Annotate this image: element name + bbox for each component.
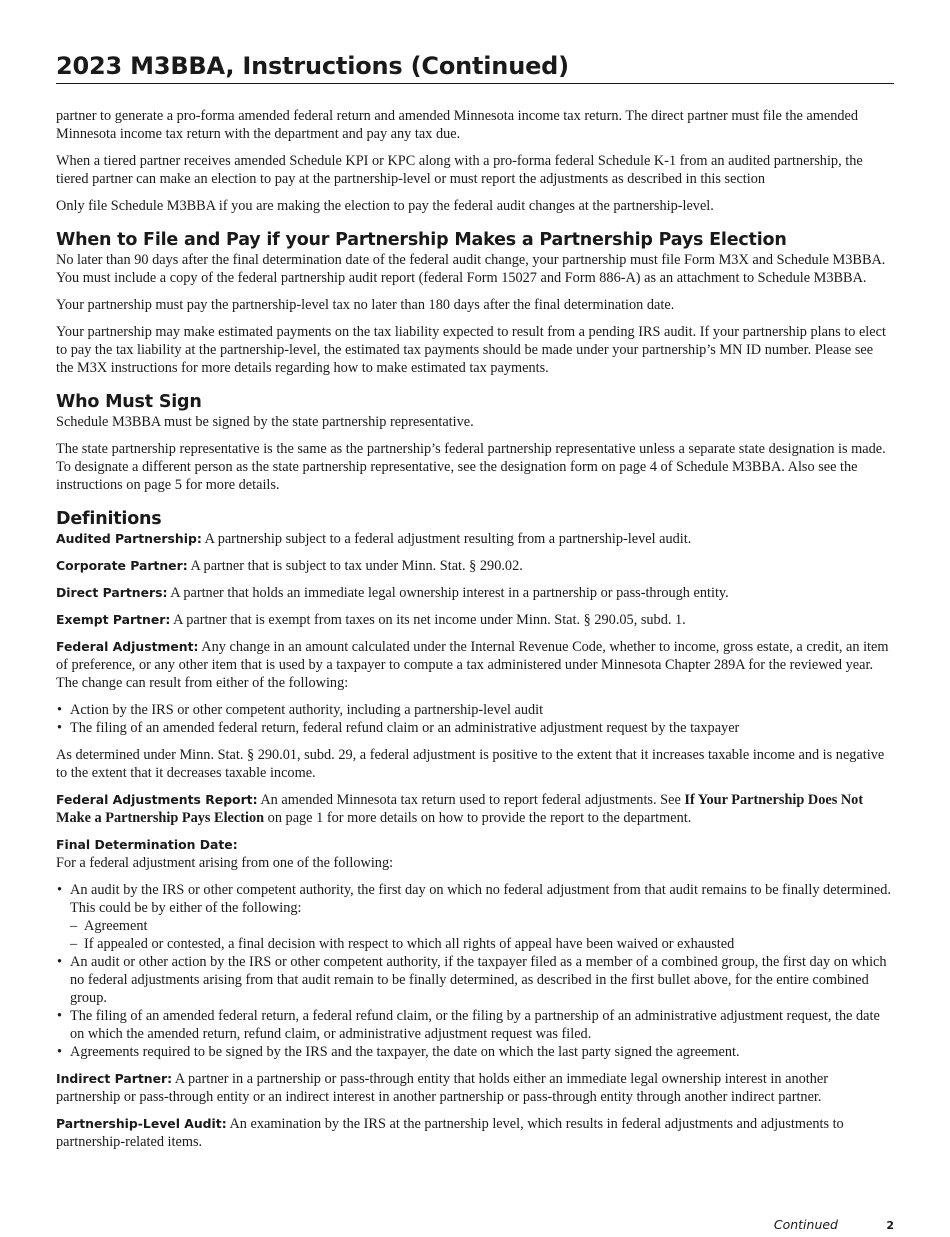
page-number: 2 xyxy=(886,1219,894,1232)
definition-text: on page 1 for more details on how to provide the report to the department. xyxy=(264,810,692,826)
page-footer xyxy=(56,1217,894,1237)
definition-term: Corporate Partner: xyxy=(56,558,188,573)
final-determination-intro: For a federal adjustment arising from one of the following: xyxy=(56,855,394,871)
definition-term: Partnership-Level Audit: xyxy=(56,1116,227,1131)
when-to-file-paragraph-3: Your partnership may make estimated payments on the tax liability expected to result from a pending IRS audit. If your partnership plans to elect to pay the tax liability at the partnership-level, the estimated tax payments should be made under your partnership’s MN ID number. Please see the M3X instructions for more details regarding how to make estimated tax payments. xyxy=(56,324,886,376)
list-item-text: An audit by the IRS or other competent authority, the first day on which no federal adjustment from that audit remains to be finally determined. This could be by either of the following: xyxy=(70,882,891,916)
definition-term: Indirect Partner: xyxy=(56,1071,173,1086)
definition-final-determination-date xyxy=(56,836,894,854)
list-item: • Agreements required to be signed by the IRS and the taxpayer, the date on which the last party signed the agreement. xyxy=(56,1043,894,1061)
definition-federal-adjustments-report xyxy=(56,791,894,827)
document-page xyxy=(56,50,894,1232)
list-item: • An audit or other action by the IRS or other competent authority, if the taxpayer filed as a member of a combined group, the first day on which no federal adjustments arising from that audit remain to be finally determined, as described in the first bullet above, for the entire combined group. xyxy=(56,953,894,1007)
list-item: • The filing of an amended federal return, federal refund claim or an administrative adjustment request by the taxpayer xyxy=(56,719,894,737)
definition-text: A partner that is subject to tax under Minn. Stat. § 290.02. xyxy=(187,558,523,574)
definition-term: Audited Partnership: xyxy=(56,531,202,546)
list-item: • The filing of an amended federal return, a federal refund claim, or the filing by a partnership of an administrative adjustment request, the date on which the amended return, refund claim, or administrative adjustment request was filed. xyxy=(56,1007,894,1043)
definition-indirect-partner xyxy=(56,1070,894,1106)
definition-text: A partner that holds an immediate legal ownership interest in a partnership or pass-through entity. xyxy=(167,585,729,601)
definition-text: An examination by the IRS at the partnership level, which results in federal adjustments and adjustments to partnership-related items. xyxy=(56,1116,844,1150)
definition-exempt-partner xyxy=(56,611,894,629)
definition-term: Federal Adjustments Report: xyxy=(56,792,258,807)
definition-audited-partnership xyxy=(56,530,894,548)
sub-list-item: – Agreement xyxy=(70,917,894,935)
intro-paragraph-3: Only file Schedule M3BBA if you are making the election to pay the federal audit changes at the partnership-level. xyxy=(56,198,714,214)
intro-paragraph-2: When a tiered partner receives amended Schedule KPI or KPC along with a pro-forma federal Schedule K-1 from an audited partnership, the tiered partner can make an election to pay at the partnership-level or must report the adjustments as described in this section xyxy=(56,153,863,187)
definition-corporate-partner xyxy=(56,557,894,575)
definition-term: Federal Adjustment: xyxy=(56,639,199,654)
definition-term: Exempt Partner: xyxy=(56,612,171,627)
definition-text: A partner in a partnership or pass-through entity that holds either an immediate legal ownership interest in another partnership or pass-through entity or an indirect interest in another partnership or pass-through entity through another indirect partner. xyxy=(56,1071,828,1105)
page-title: 2023 M3BBA, Instructions (Continued) xyxy=(56,50,894,84)
definition-term: Direct Partners: xyxy=(56,585,168,600)
definition-term: Final Determination Date: xyxy=(56,837,238,852)
continued-label: Continued xyxy=(773,1217,838,1232)
definition-federal-adjustment xyxy=(56,638,894,692)
section-heading-when-to-file: When to File and Pay if your Partnership Makes a Partnership Pays Election xyxy=(56,230,787,250)
when-to-file-paragraph-2: Your partnership must pay the partnership-level tax no later than 180 days after the final determination date. xyxy=(56,297,675,313)
final-determination-bullet-list xyxy=(56,881,894,1061)
section-heading-definitions: Definitions xyxy=(56,509,162,529)
list-item xyxy=(56,881,894,953)
sub-list xyxy=(70,917,894,953)
intro-paragraph-1: partner to generate a pro-forma amended federal return and amended Minnesota income tax return. The direct partner must file the amended Minnesota income tax return with the department and pay any tax due. xyxy=(56,108,859,142)
federal-adjustment-bullet-list xyxy=(56,701,894,737)
definition-direct-partners xyxy=(56,584,894,602)
definition-text: A partner that is exempt from taxes on its net income under Minn. Stat. § 290.05, subd. 1. xyxy=(170,612,686,628)
when-to-file-paragraph-1: No later than 90 days after the final determination date of the federal audit change, your partnership must file Form M3X and Schedule M3BBA. You must include a copy of the federal partnership audit report (federal Form 15027 and Form 886-A) as an attachment to Schedule M3BBA. xyxy=(56,252,886,286)
section-heading-who-must-sign: Who Must Sign xyxy=(56,392,202,412)
document-body xyxy=(56,107,894,1151)
federal-adjustment-note: As determined under Minn. Stat. § 290.01, subd. 29, a federal adjustment is positive to the extent that it increases taxable income and is negative to the extent that it decreases taxable income. xyxy=(56,747,885,781)
definition-text: Any change in an amount calculated under the Internal Revenue Code, whether to income, gross estate, a credit, an item of preference, or any other item that is used by a taxpayer to compute a tax administered under Minnesota Chapter 289A for the reviewed year. The change can result from either of the following: xyxy=(56,639,889,691)
definition-text: An amended Minnesota tax return used to report federal adjustments. See xyxy=(257,792,685,808)
who-must-sign-paragraph-2: The state partnership representative is the same as the partnership’s federal partnership representative unless a separate state designation is made. To designate a different person as the state partnership representative, see the designation form on page 4 of Schedule M3BBA. Also see the instructions on page 5 for more details. xyxy=(56,441,886,493)
definition-text: A partnership subject to a federal adjustment resulting from a partnership-level audit. xyxy=(201,531,692,547)
sub-list-item: – If appealed or contested, a final decision with respect to which all rights of appeal have been waived or exhausted xyxy=(70,935,894,953)
who-must-sign-paragraph-1: Schedule M3BBA must be signed by the state partnership representative. xyxy=(56,414,474,430)
cross-reference: If Your Partnership Does Not Make a Partnership Pays Election xyxy=(56,792,864,826)
definition-partnership-level-audit xyxy=(56,1115,894,1151)
list-item: • Action by the IRS or other competent authority, including a partnership-level audit xyxy=(56,701,894,719)
